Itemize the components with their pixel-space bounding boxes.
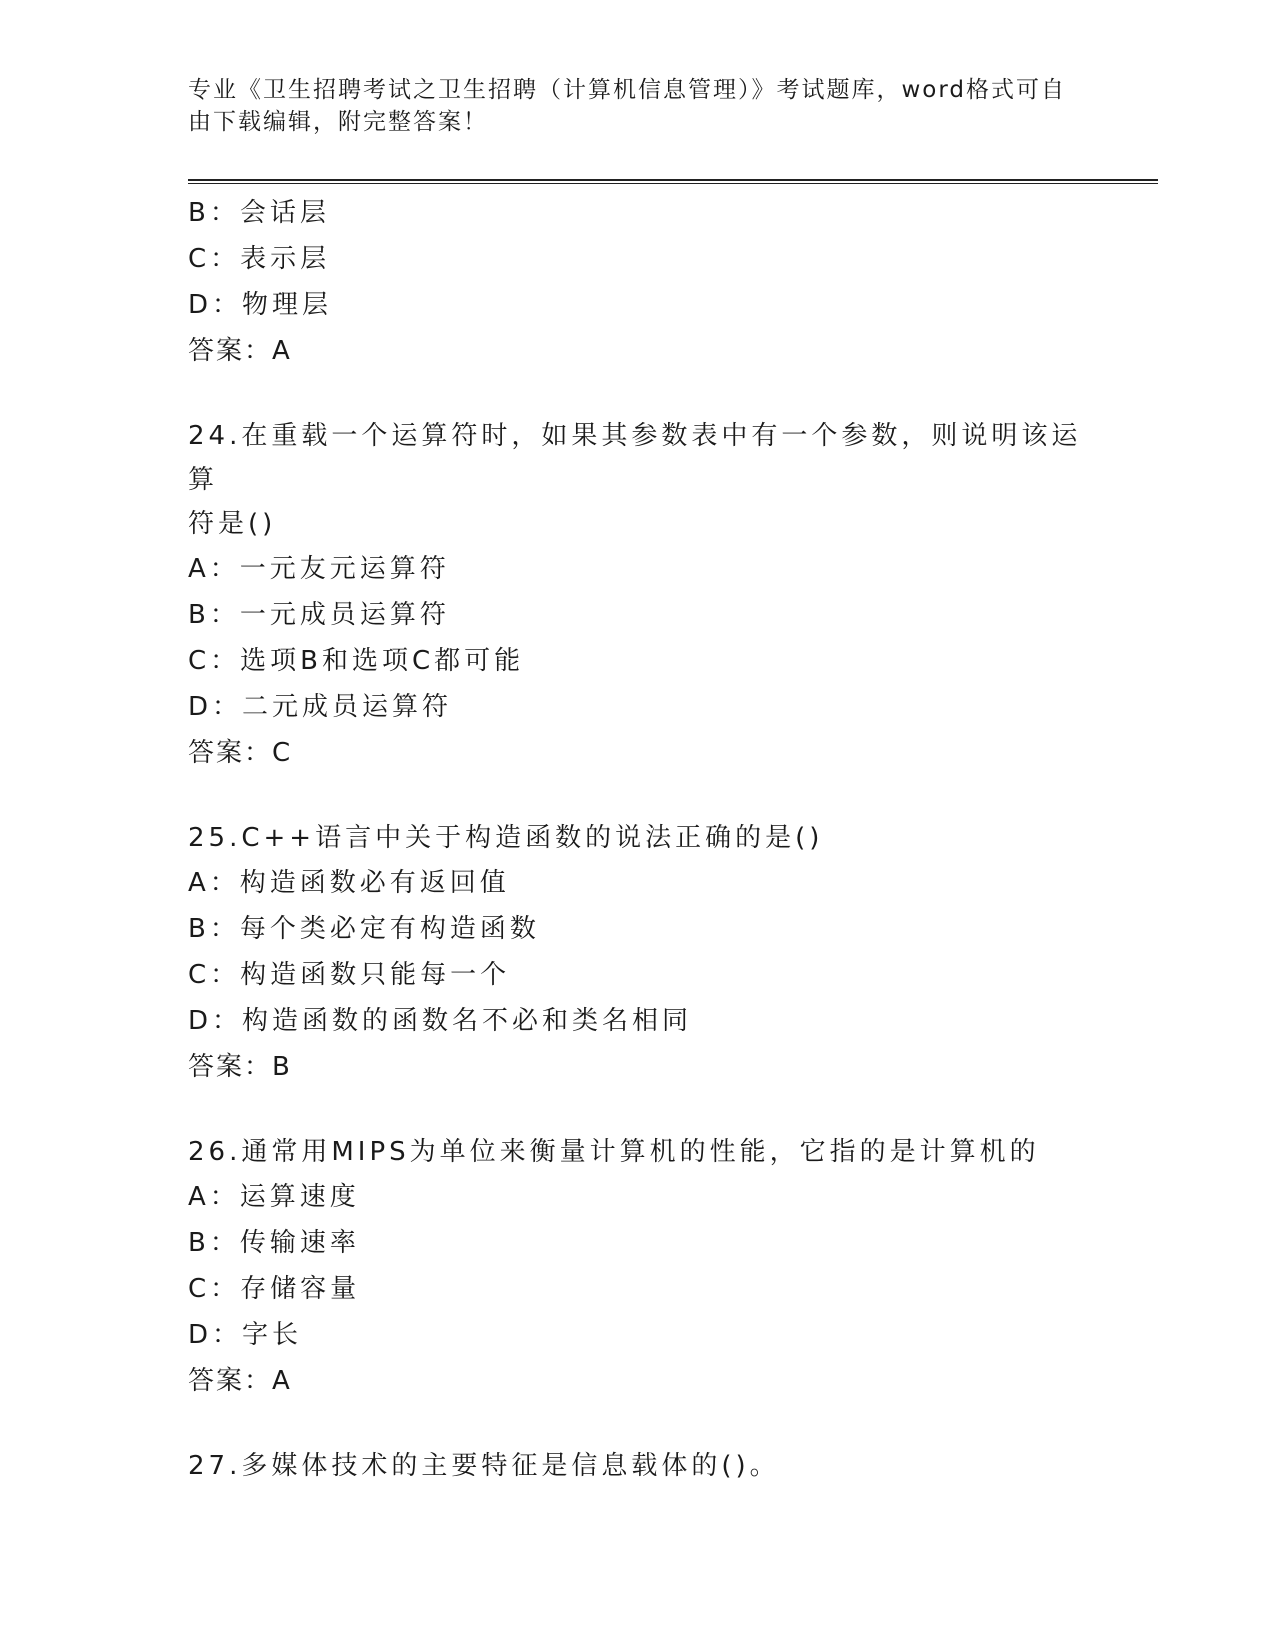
question-block-27	[188, 1444, 1088, 1488]
header-divider	[188, 179, 1158, 181]
option-c: C：构造函数只能每一个	[188, 960, 511, 990]
option-a: A：一元友元运算符	[188, 554, 450, 584]
spacer	[188, 1404, 1088, 1444]
document-intro: 专业《卫生招聘考试之卫生招聘（计算机信息管理）》考试题库，word格式可自由下载编辑，附完整答案！	[188, 77, 1067, 135]
answer-line: 答案：A	[188, 1366, 292, 1396]
option-b: B：每个类必定有构造函数	[188, 914, 540, 944]
option-b: B：会话层	[188, 198, 330, 228]
option-d: D：构造函数的函数名不必和类名相同	[188, 1006, 693, 1036]
spacer	[188, 1090, 1088, 1130]
question-stem: 24.在重载一个运算符时，如果其参数表中有一个参数，则说明该运算	[188, 421, 1082, 495]
option-b: B：一元成员运算符	[188, 600, 450, 630]
answer-line: 答案：A	[188, 336, 292, 366]
spacer	[188, 776, 1088, 816]
question-block-continued	[188, 190, 1088, 374]
option-d: D：二元成员运算符	[188, 692, 453, 722]
option-c: C：选项B和选项C都可能	[188, 646, 525, 676]
question-block-24	[188, 414, 1088, 776]
option-a: A：运算速度	[188, 1182, 360, 1212]
question-stem-continued: 符是()	[188, 509, 277, 539]
option-d: D：字长	[188, 1320, 303, 1350]
option-c: C：表示层	[188, 244, 331, 274]
answer-line: 答案：B	[188, 1052, 292, 1082]
spacer	[188, 374, 1088, 414]
question-stem: 26.通常用MIPS为单位来衡量计算机的性能，它指的是计算机的	[188, 1137, 1040, 1167]
question-stem: 27.多媒体技术的主要特征是信息载体的()。	[188, 1451, 780, 1481]
option-c: C：存储容量	[188, 1274, 361, 1304]
answer-line: 答案：C	[188, 738, 293, 768]
option-d: D：物理层	[188, 290, 333, 320]
header-divider-thin	[188, 183, 1158, 184]
option-b: B：传输速率	[188, 1228, 360, 1258]
question-block-26	[188, 1130, 1088, 1404]
question-block-25	[188, 816, 1088, 1090]
option-a: A：构造函数必有返回值	[188, 868, 510, 898]
question-list	[188, 190, 1088, 1488]
question-stem: 25.C++语言中关于构造函数的说法正确的是()	[188, 823, 824, 853]
